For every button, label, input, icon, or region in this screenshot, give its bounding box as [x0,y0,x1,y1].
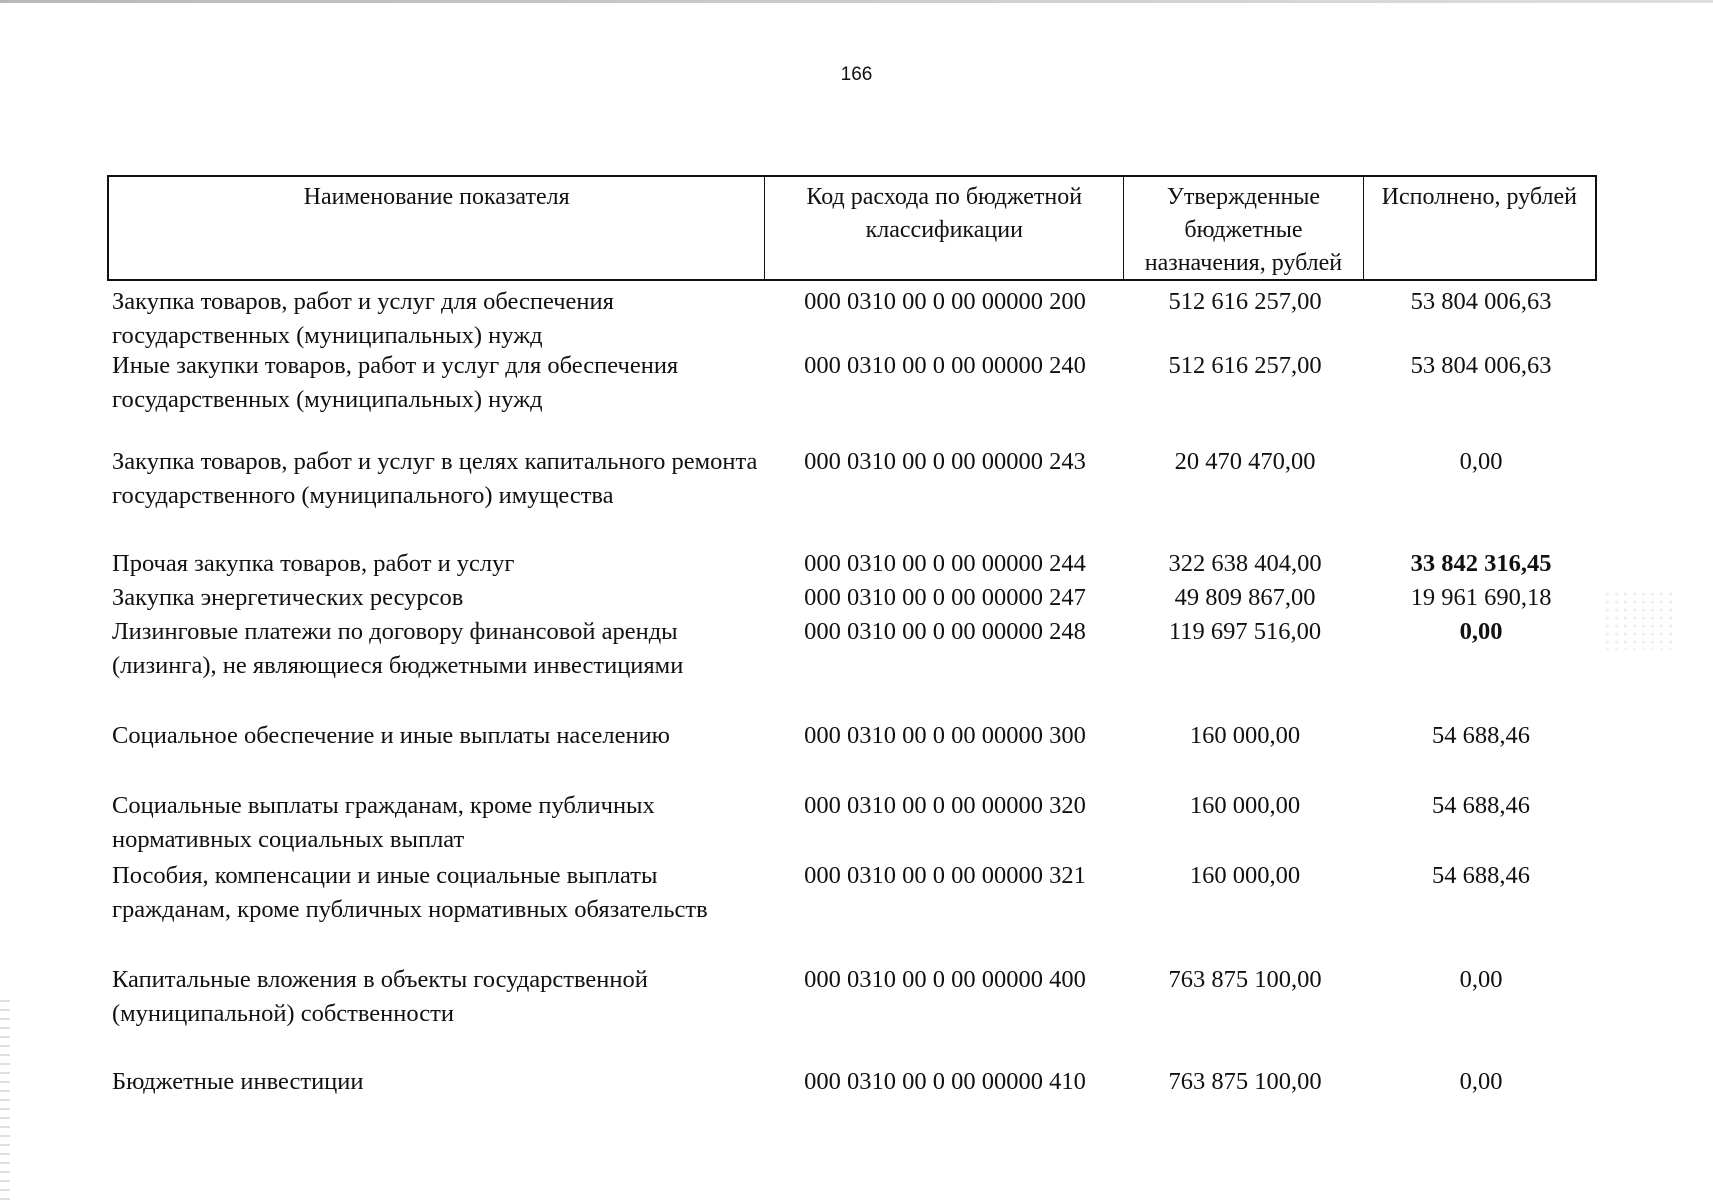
row-approved: 49 809 867,00 [1174,584,1316,611]
row-name: Социальное обеспечение и иные выплаты населению [112,722,670,749]
row-approved: 763 875 100,00 [1168,1068,1322,1095]
row-name: Капитальные вложения в объекты государственной (муниципальной) собственности [112,966,648,1027]
table-row [107,789,1597,859]
row-executed: 54 688,46 [1432,722,1530,749]
row-code: 000 0310 00 0 00 00000 321 [804,862,1086,889]
row-code: 000 0310 00 0 00 00000 400 [804,966,1086,993]
row-name: Бюджетные инвестиции [112,1068,364,1095]
row-approved: 160 000,00 [1189,862,1301,889]
row-name: Закупка товаров, работ и услуг для обеспечения государственных (муниципальных) нужд [112,288,614,349]
row-approved: 763 875 100,00 [1168,966,1322,993]
row-code: 000 0310 00 0 00 00000 200 [804,288,1086,315]
row-executed: 53 804 006,63 [1410,352,1552,379]
row-approved: 512 616 257,00 [1168,352,1322,379]
row-executed: 53 804 006,63 [1410,288,1552,315]
row-name: Социальные выплаты гражданам, кроме публичных нормативных социальных выплат [112,792,655,853]
row-name: Закупка товаров, работ и услуг в целях капитального ремонта государственного (муниципального) имущества [112,448,758,509]
row-name: Прочая закупка товаров, работ и услуг [112,550,515,577]
table-row [107,285,1597,349]
row-code: 000 0310 00 0 00 00000 410 [804,1068,1086,1095]
page-number: 166 [840,64,873,85]
header-executed: Исполнено, рублей [1381,184,1577,210]
row-code: 000 0310 00 0 00 00000 240 [804,352,1086,379]
row-approved: 322 638 404,00 [1168,550,1322,577]
row-approved: 119 697 516,00 [1168,618,1322,645]
table-row [107,349,1597,445]
row-code: 000 0310 00 0 00 00000 300 [804,722,1086,749]
row-name: Пособия, компенсации и иные социальные выплаты гражданам, кроме публичных нормативных обязательств [112,862,708,923]
header-name: Наименование показателя [109,177,765,279]
table-row [107,859,1597,963]
row-executed: 0,00 [1459,448,1503,475]
row-executed: 0,00 [1459,618,1503,645]
table-row [107,719,1597,789]
row-executed: 54 688,46 [1432,862,1530,889]
budget-table [107,175,1597,1099]
row-executed: 19 961 690,18 [1410,584,1552,611]
row-code: 000 0310 00 0 00 00000 247 [804,584,1086,611]
scan-speck [1603,590,1673,650]
scan-edge-noise [0,1000,10,1200]
row-executed: 0,00 [1459,966,1503,993]
table-row [107,1065,1597,1099]
row-executed: 33 842 316,45 [1410,550,1552,577]
row-executed: 54 688,46 [1432,792,1530,819]
row-code: 000 0310 00 0 00 00000 320 [804,792,1086,819]
row-approved: 160 000,00 [1189,722,1301,749]
table-row [107,581,1597,615]
header-approved: Утвержденные бюджетные назначения, рублей [1124,177,1363,279]
row-code: 000 0310 00 0 00 00000 248 [804,618,1086,645]
row-approved: 512 616 257,00 [1168,288,1322,315]
row-approved: 20 470 470,00 [1174,448,1316,475]
row-name: Иные закупки товаров, работ и услуг для обеспечения государственных (муниципальных) нужд [112,352,679,413]
row-name: Закупка энергетических ресурсов [112,584,464,611]
table-header [107,175,1597,281]
table-row [107,963,1597,1065]
table-row [107,547,1597,581]
table-row [107,615,1597,719]
row-approved: 160 000,00 [1189,792,1301,819]
header-code: Код расхода по бюджетной классификации [765,177,1124,279]
row-code: 000 0310 00 0 00 00000 243 [804,448,1086,475]
row-executed: 0,00 [1459,1068,1503,1095]
row-name: Лизинговые платежи по договору финансовой аренды (лизинга), не являющиеся бюджетными инвестициями [112,618,684,679]
table-row [107,445,1597,547]
top-scan-line [0,0,1713,3]
row-code: 000 0310 00 0 00 00000 244 [804,550,1086,577]
